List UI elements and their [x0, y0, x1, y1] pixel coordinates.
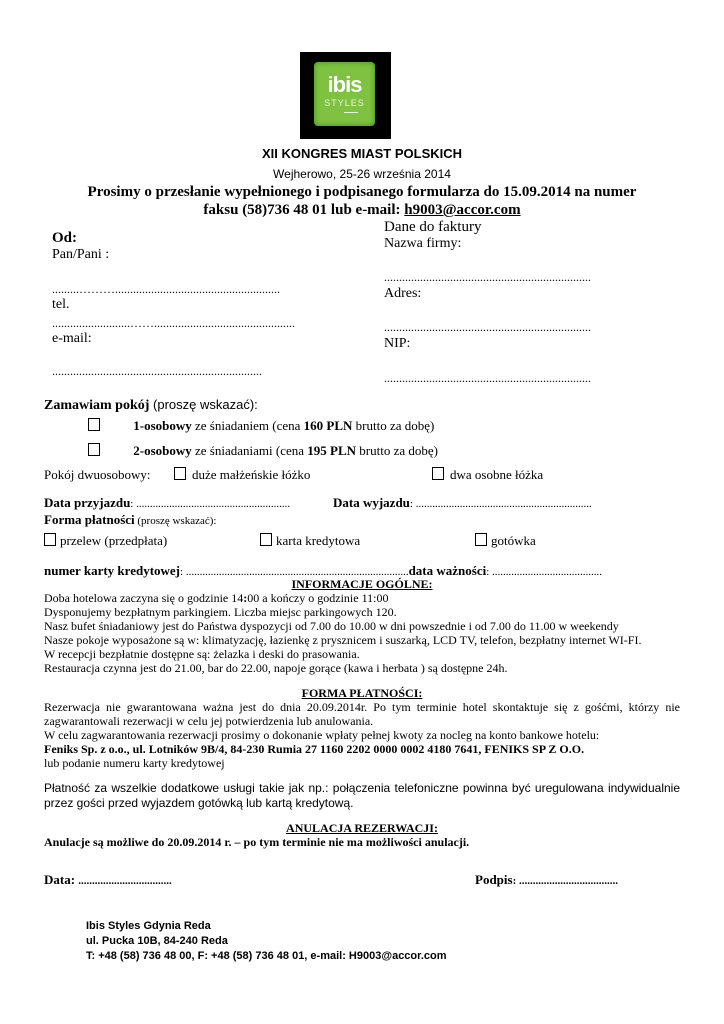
date-label: Data: — [44, 872, 79, 887]
payment-heading-bold: Forma płatności — [44, 512, 135, 527]
info-heading: INFORMACJE OGÓLNE: — [291, 577, 433, 591]
logo-sub-text: STYLES — [324, 98, 365, 108]
footer-hotel-name: Ibis Styles Gdynia Reda — [86, 920, 211, 932]
double-room-desc: ze śniadaniami (cena — [191, 443, 308, 458]
single-room-price: 160 PLN — [303, 418, 353, 433]
bed-option-twin[interactable] — [432, 467, 543, 483]
payment-form-para-2: Płatność za wszelkie dodatkowe usługi takie jak np.: połączenia telefoniczne powinna być uregulowana indywidualnie przez gości przed wyjazdem gotówką lub kartą kredytową. — [44, 781, 680, 810]
email-label: e-mail: — [52, 331, 92, 346]
cancel-text: Anulacje są możliwe do 20.09.2014 r. – po tym terminie nie ma możliwości anulacji. — [44, 835, 470, 849]
departure-row — [333, 495, 592, 511]
date-field[interactable]: .................................. — [78, 875, 172, 887]
info-line-3: Nasz bufet śniadaniowy jest do Państwa dyspozycji od 7.00 do 10.00 w dni powszednie i od 7.00 do 11.00 w weekendy — [44, 619, 619, 633]
room-option-single[interactable] — [88, 418, 434, 434]
info-line-2: Dysponujemy bezpłatnym parkingiem. Liczba miejsc parkingowych 120. — [44, 605, 397, 619]
cancel-heading: ANULACJA REZERWACJI: — [286, 821, 438, 835]
payment-heading-hint: (proszę wskazać): — [134, 515, 217, 527]
logo-green-square — [314, 62, 375, 126]
payment-form-line-3: W celu zagwarantowania rezerwacji prosimy o dokonanie wpłaty pełnej kwoty za nocleg na konto bankowe hotelu: — [44, 728, 600, 742]
transfer-checkbox[interactable] — [44, 533, 56, 546]
logo-brand-text: ibis — [327, 72, 362, 97]
arrival-field[interactable]: : ........................................................ — [130, 498, 291, 510]
payment-form-heading: FORMA PŁATNOŚCI: — [301, 686, 423, 700]
departure-label: Data wyjazdu — [333, 495, 410, 510]
signature-field[interactable]: : .................................... — [512, 875, 618, 887]
card-number-field[interactable]: : ................................................................................. — [180, 566, 409, 578]
double-room-end: brutto za dobę) — [356, 443, 438, 458]
info-line-1 — [44, 591, 388, 606]
twin-beds-label: dwa osobne łóżka — [450, 467, 544, 482]
cash-label: gotówka — [491, 533, 536, 548]
bed-option-double[interactable] — [174, 467, 310, 483]
double-room-label: Pokój dwuosobowy: — [44, 467, 151, 482]
info-line-4: Nasze pokoje wyposażone są w: klimatyzację, łazienkę z prysznicem i suszarką, LCD TV, telefon, bezpłatny internet WI-FI. — [44, 633, 642, 647]
order-heading-bold: Zamawiam pokój — [44, 398, 150, 413]
card-label: karta kredytowa — [276, 533, 361, 548]
invoice-heading: Dane do faktury — [384, 219, 482, 235]
logo-divider — [344, 112, 358, 113]
congress-title: XII KONGRES MIAST POLSKICH — [261, 146, 463, 161]
email-field[interactable]: ...................................................................... — [52, 364, 262, 378]
single-room-type: 1-osobowy — [133, 418, 192, 433]
card-number-label: numer karty kredytowej — [44, 563, 181, 578]
order-heading-hint: (proszę wskazać): — [149, 397, 258, 412]
transfer-label: przelew (przedpłata) — [60, 533, 168, 548]
double-bed-checkbox[interactable] — [174, 467, 186, 480]
card-validity-field[interactable]: : ........................................ — [486, 566, 603, 578]
double-bed-label: duże małżeńskie łóżko — [192, 467, 311, 482]
payment-option-card[interactable] — [260, 533, 360, 549]
ibis-styles-logo — [300, 52, 391, 139]
room-option-double[interactable] — [88, 443, 438, 459]
nip-label: NIP: — [384, 336, 411, 351]
info-line-1c: 00 a kończy o godzinie 11:00 — [247, 591, 389, 605]
request-email-link[interactable]: h9003@accor.com — [404, 202, 521, 218]
info-line-1a: Doba hotelowa zaczyna się o godzinie 14 — [44, 591, 244, 605]
info-line-6: Restauracja czynna jest do 21.00, bar do 22.00, napoje gorące (kawa i herbata ) są dostępne 24h. — [44, 661, 508, 675]
place-date: Wejherowo, 25-26 września 2014 — [273, 167, 451, 181]
request-line-2 — [0, 202, 724, 219]
tel-field[interactable]: ..........................……............................................... — [52, 316, 295, 330]
payment-option-transfer[interactable] — [44, 533, 167, 549]
name-label: Pan/Pani : — [52, 247, 110, 262]
order-heading — [44, 397, 258, 414]
request-line-1: Prosimy o przesłanie wypełnionego i podpisanego formularza do 15.09.2014 na numer — [87, 184, 637, 200]
card-checkbox[interactable] — [260, 533, 272, 546]
bank-account: Feniks Sp. z o.o., ul. Lotników 9B/4, 84-230 Rumia 27 1160 2202 0000 0002 4180 7641, FENIKS SP Z O.O. — [44, 742, 585, 756]
footer-contact: T: +48 (58) 736 48 00, F: +48 (58) 736 48 01, e-mail: H9003@accor.com — [86, 950, 447, 962]
date-row — [44, 872, 172, 888]
double-room-checkbox[interactable] — [88, 443, 100, 456]
arrival-label: Data przyjazdu — [44, 495, 131, 510]
signature-label: Podpis — [475, 872, 513, 887]
payment-form-line-5: lub podanie numeru karty kredytowej — [44, 756, 225, 770]
single-room-checkbox[interactable] — [88, 418, 100, 431]
nip-field[interactable]: ..................................................................... — [384, 371, 591, 385]
double-room-type: 2-osobowy — [133, 443, 192, 458]
footer-address: ul. Pucka 10B, 84-240 Reda — [86, 935, 228, 947]
company-label: Nazwa firmy: — [384, 236, 462, 251]
cash-checkbox[interactable] — [475, 533, 487, 546]
card-validity-label: data ważności — [408, 563, 487, 578]
departure-field[interactable]: : ................................................................ — [409, 498, 592, 510]
from-heading: Od: — [52, 230, 78, 246]
signature-row — [475, 872, 618, 888]
request-fax-text: faksu (58)736 48 01 lub e-mail: — [203, 202, 405, 218]
payment-option-cash[interactable] — [475, 533, 536, 549]
address-label: Adres: — [384, 286, 422, 301]
address-field[interactable]: ..................................................................... — [384, 320, 591, 334]
double-room-price: 195 PLN — [307, 443, 357, 458]
arrival-row — [44, 495, 290, 511]
company-field[interactable]: ..................................................................... — [384, 270, 591, 284]
single-room-end: brutto za dobę) — [352, 418, 435, 433]
payment-heading — [44, 512, 217, 528]
info-line-5: W recepcji bezpłatnie dostępne są: żelazka i deski do prasowania. — [44, 647, 360, 661]
tel-label: tel. — [52, 297, 70, 312]
info-line-1b: : — [243, 591, 248, 605]
name-field[interactable]: .........………....................................................... — [52, 282, 280, 296]
twin-beds-checkbox[interactable] — [432, 467, 444, 480]
single-room-desc: ze śniadaniem (cena — [191, 418, 304, 433]
payment-form-para-1: Rezerwacja nie gwarantowana ważna jest do dnia 20.09.2014r. Po tym terminie hotel skontaktuje się z gośćmi, którzy nie zagwarantowali rezerwacji w celu jej potwierdzenia lub anulowania. — [44, 700, 680, 728]
